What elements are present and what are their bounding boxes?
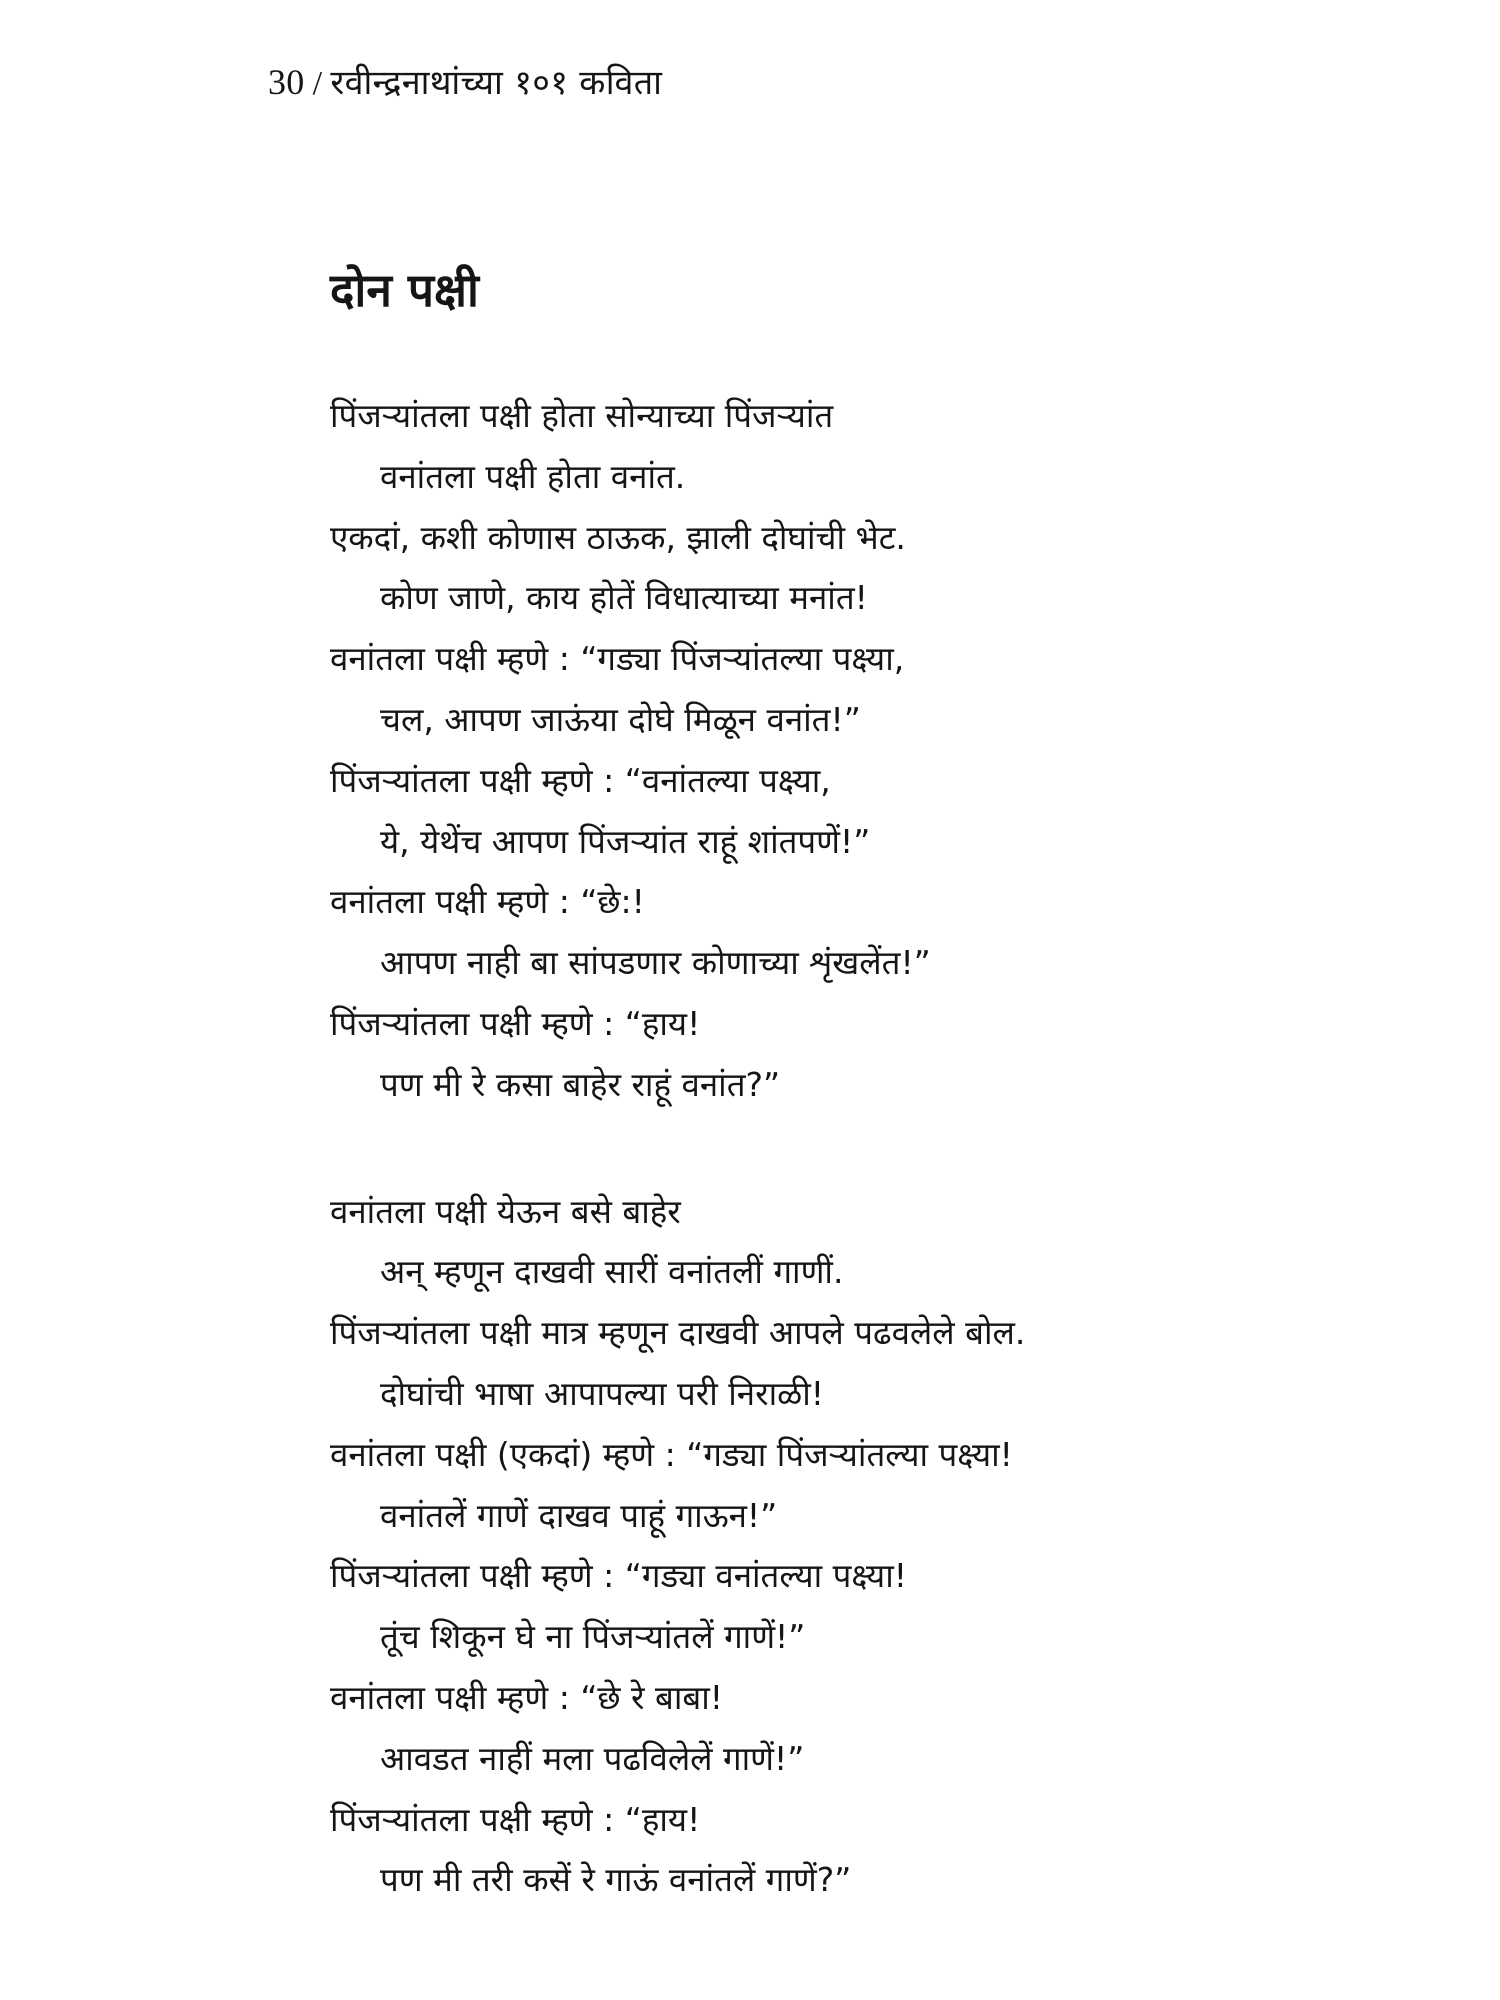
poem-line: पिंजऱ्यांतला पक्षी होता सोन्याच्या पिंजऱ्यांत (330, 396, 834, 435)
poem-line: पिंजऱ्यांतला पक्षी म्हणे : “गड्या वनांतल्या पक्ष्या! (330, 1556, 907, 1596)
poem-line: आवडत नाहीं मला पढविलेलें गाणें!” (380, 1738, 805, 1778)
poem-line: दोघांची भाषा आपापल्या परी निराळी! (380, 1373, 825, 1413)
poem-line: वनांतला पक्षी होता वनांत. (380, 456, 686, 496)
poem-line: वनांतला पक्षी म्हणे : “छे:! (330, 882, 645, 922)
poem-line: वनांतला पक्षी म्हणे : “छे रे बाबा! (330, 1677, 724, 1717)
stanza-2 (330, 1182, 1430, 1912)
poem-line: पण मी रे कसा बाहेर राहूं वनांत?” (380, 1064, 781, 1104)
poem-body (330, 386, 1430, 1911)
poem-line: एकदां, कशी कोणास ठाऊक, झाली दोघांची भेट. (330, 517, 906, 557)
poem-line: कोण जाणे, काय होतें विधात्याच्या मनांत! (380, 578, 868, 618)
poem-line: वनांतला पक्षी म्हणे : “गड्या पिंजऱ्यांतल्या पक्ष्या, (330, 639, 905, 679)
poem-line: ये, येथेंच आपण पिंजऱ्यांत राहूं शांतपणें!” (380, 821, 871, 861)
poem-line: पिंजऱ्यांतला पक्षी म्हणे : “हाय! (330, 1003, 701, 1043)
header-separator: / (312, 65, 323, 102)
poem-line: पण मी तरी कसें रे गाऊं वनांतलें गाणें?” (380, 1860, 852, 1900)
poem-line: चल, आपण जाऊंया दोघे मिळून वनांत!” (380, 699, 861, 739)
book-title: रवीन्द्रनाथांच्या १०१ कविता (330, 63, 663, 103)
poem-line: अन् म्हणून दाखवी सारीं वनांतलीं गाणीं. (380, 1252, 844, 1292)
running-header (268, 58, 662, 108)
poem-line: वनांतला पक्षी येऊन बसे बाहेर (330, 1191, 681, 1231)
poem-title: दोन पक्षी (330, 263, 479, 317)
page-number: 30 (268, 62, 305, 102)
poem-line: आपण नाही बा सांपडणार कोणाच्या शृंखलेंत!” (380, 943, 931, 983)
poem-line: वनांतला पक्षी (एकदां) म्हणे : “गड्या पिंजऱ्यांतल्या पक्ष्या! (330, 1434, 1013, 1474)
poem-line: पिंजऱ्यांतला पक्षी मात्र म्हणून दाखवी आपले पढवलेले बोल. (330, 1313, 1026, 1353)
poem-line: पिंजऱ्यांतला पक्षी म्हणे : “वनांतल्या पक्ष्या, (330, 760, 831, 800)
poem-line: वनांतलें गाणें दाखव पाहूं गाऊन!” (380, 1495, 778, 1535)
poem-line: पिंजऱ्यांतला पक्षी म्हणे : “हाय! (330, 1799, 701, 1839)
stanza-1 (330, 386, 1430, 1116)
poem-line: तूंच शिकून घे ना पिंजऱ्यांतलें गाणें!” (380, 1617, 806, 1657)
